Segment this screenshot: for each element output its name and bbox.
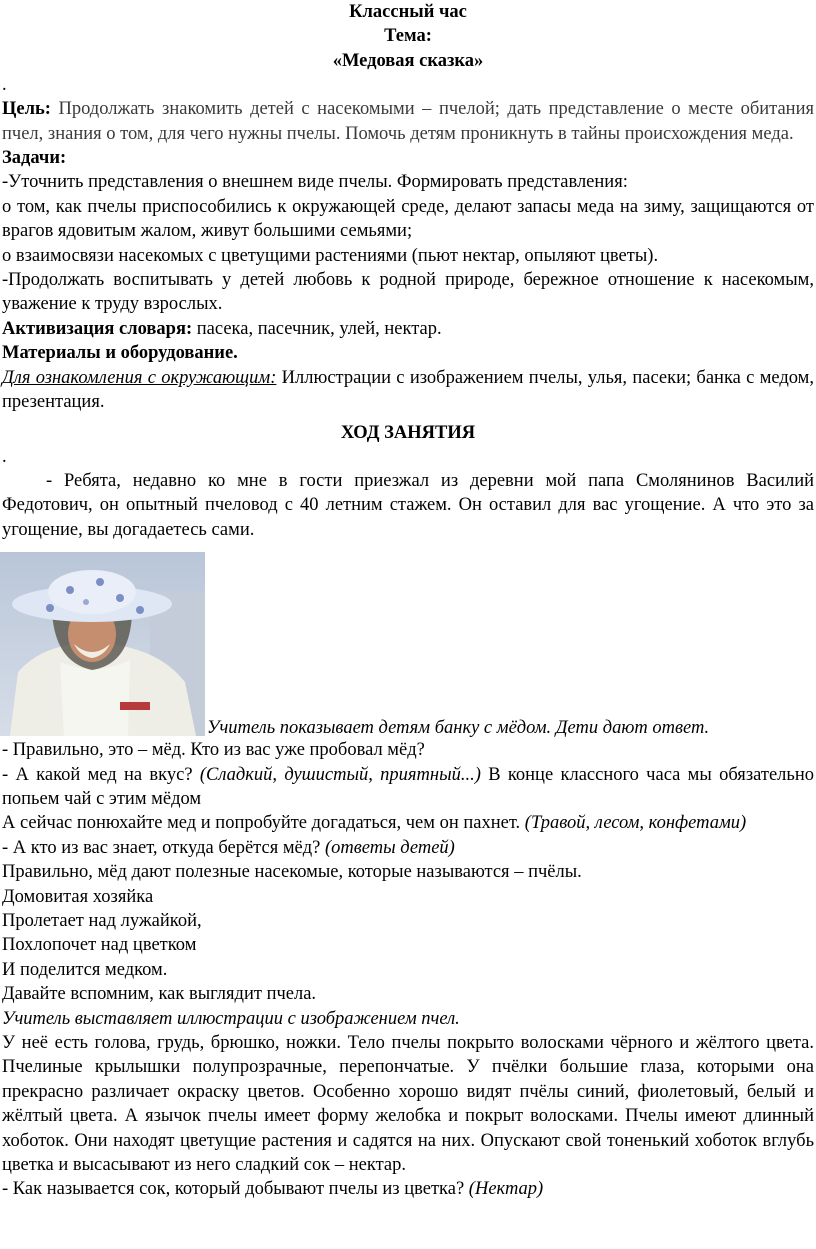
dialog-line-4: - А кто из вас знает, откуда берётся мёд? (ответы детей) bbox=[2, 837, 455, 858]
vocab-label: Активизация словаря: bbox=[2, 318, 193, 339]
poem-line-2: Пролетает над лужайкой, bbox=[2, 910, 202, 931]
header-line-2: Тема: bbox=[384, 26, 432, 47]
intro-paragraph: - Ребята, недавно ко мне в гости приезжал из деревни мой папа Смолянинов Василий Федотович, он опытный пчеловод с 40 летним стажем. Он оставил для вас угощение. А что это за угощение, вы догадаетесь сами. bbox=[2, 470, 814, 540]
vocab-paragraph bbox=[0, 317, 816, 341]
materials-paragraph bbox=[0, 366, 816, 415]
photo-row bbox=[0, 552, 816, 738]
course-title: ХОД ЗАНЯТИЯ bbox=[340, 422, 476, 443]
doc-header bbox=[0, 0, 816, 73]
task-4: -Продолжать воспитывать у детей любовь к родной природе, бережное отношение к насекомым, уважение к труду взрослых. bbox=[2, 270, 814, 315]
separator-dot: . bbox=[2, 75, 7, 96]
goal-paragraph bbox=[0, 97, 816, 146]
vocab-text: пасека, пасечник, улей, нектар. bbox=[192, 318, 442, 339]
dialog-line-1: - Правильно, это – мёд. Кто из вас уже пробовал мёд? bbox=[2, 740, 425, 761]
photo-caption: Учитель показывает детям банку с мёдом. Дети дают ответ. bbox=[207, 717, 710, 738]
teacher-shows-line: Учитель выставляет иллюстрации с изображением пчел. bbox=[2, 1008, 460, 1029]
tasks-label: Задачи: bbox=[2, 148, 67, 169]
materials-text: Иллюстрации с изображением пчелы, улья, пасеки; банка с медом, презентация. bbox=[2, 367, 815, 413]
poem-line-1: Домовитая хозяйка bbox=[2, 886, 154, 907]
task-2: о том, как пчелы приспособились к окружающей среде, делают запасы меда на зиму, защищаются от врагов ядовитым жалом, живут большими семьями; bbox=[2, 196, 814, 242]
task-1: -Уточнить представления о внешнем виде пчелы. Формировать представления: bbox=[2, 172, 628, 193]
poem-line-4: И поделится медком. bbox=[2, 959, 168, 980]
question-line: - Как называется сок, который добывают пчелы из цветка? (Нектар) bbox=[2, 1179, 544, 1200]
remember-line: Давайте вспомним, как выглядит пчела. bbox=[2, 984, 317, 1005]
materials-underline: Для ознакомления с окружающим: bbox=[2, 367, 277, 388]
separator-dot-2: . bbox=[2, 446, 7, 467]
goal-label: Цель: bbox=[2, 99, 51, 120]
beekeeper-photo bbox=[0, 552, 205, 736]
bee-description: У неё есть голова, грудь, брюшко, ножки. Тело пчелы покрыто волосками чёрного и жёлтого цвета. Пчелиные крылышки полупрозрачные, перепончатые. У пчёлки большие глаза, которыми она прекрасно различает окраску цветов. Особенно хорошо видят пчёлы синий, фиолетовый, белый и жёлтый цвета. А язычок пчелы имеет форму желобка и покрыт волосками. Пчелы имеют длинный хоботок. Они находят цветущие растения и садятся на них. Опускают свой тоненький хоботок вглубь цветка и высасывают из него сладкий сок – нектар. bbox=[2, 1033, 814, 1176]
goal-text: Продолжать знакомить детей с насекомыми – пчелой; дать представление о месте обитания пчел, знания о том, для чего нужны пчелы. Помочь детям проникнуть в тайны происхождения меда. bbox=[2, 99, 814, 144]
header-line-1: Классный час bbox=[349, 2, 467, 22]
poem-line-3: Похлопочет над цветком bbox=[2, 935, 197, 956]
header-line-3: «Медовая сказка» bbox=[332, 50, 484, 71]
dialog-line-2: - А какой мед на вкус? (Сладкий, душистый, приятный...) В конце классного часа мы обязательно попьем чай с этим мёдом bbox=[2, 764, 814, 809]
materials-label: Материалы и оборудование. bbox=[2, 343, 238, 364]
dialog-line-3: А сейчас понюхайте мед и попробуйте догадаться, чем он пахнет. (Травой, лесом, конфетами) bbox=[2, 813, 747, 834]
task-3: о взаимосвязи насекомых с цветущими растениями (пьют нектар, опыляют цветы). bbox=[2, 245, 659, 266]
dialog-line-5: Правильно, мёд дают полезные насекомые, которые называются – пчёлы. bbox=[2, 862, 582, 883]
